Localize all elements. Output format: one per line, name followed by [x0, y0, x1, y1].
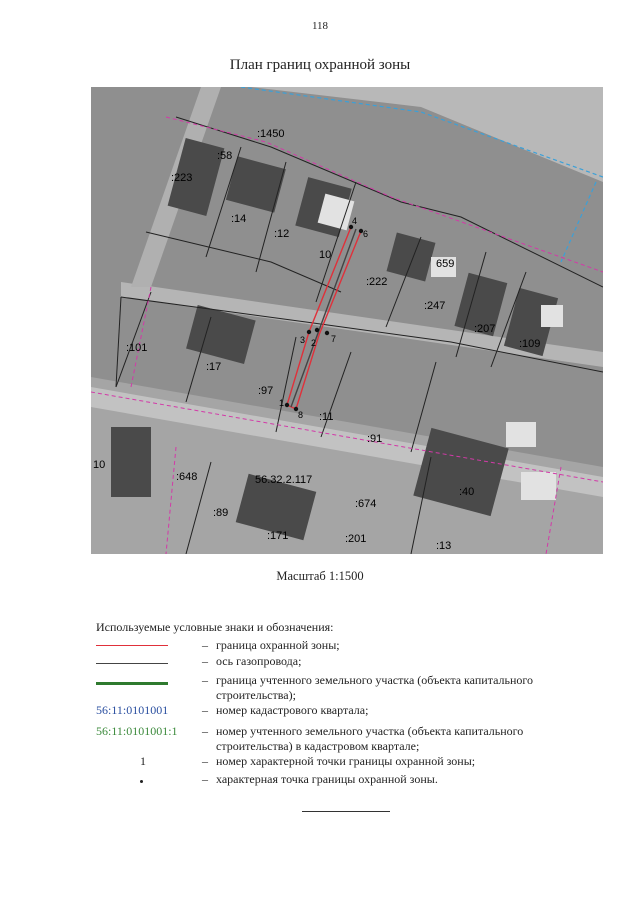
- aerial-map: [91, 87, 603, 554]
- red-line-symbol: [96, 645, 168, 646]
- map-scale: Масштаб 1:1500: [276, 569, 364, 583]
- map-svg: [91, 87, 603, 554]
- point-dot-symbol: [140, 780, 143, 783]
- footer-separator: [302, 811, 390, 812]
- point-label: 1: [279, 398, 285, 408]
- parcel-label: :109: [519, 338, 541, 350]
- parcel-label: :247: [424, 300, 446, 312]
- parcel-label: 56.32.2.117: [255, 474, 313, 486]
- parcel-label: :101: [126, 342, 148, 354]
- parcel-label: :11: [319, 411, 334, 423]
- point-label: 7: [331, 334, 337, 344]
- point-label: 8: [298, 410, 304, 420]
- parcel-label: :1450: [257, 128, 285, 140]
- parcel-label: :91: [367, 433, 383, 445]
- parcel-label: :648: [176, 471, 198, 483]
- parcel-label: :222: [366, 276, 388, 288]
- point-label: 4: [352, 216, 358, 226]
- parcel-label: :201: [345, 533, 367, 545]
- parcel-label: 10: [93, 459, 106, 471]
- parcel-label: :674: [355, 498, 377, 510]
- legend-heading: Используемые условные знаки и обозначения:: [96, 620, 334, 634]
- parcel-label: 10: [319, 249, 332, 261]
- parcel-label: 659: [436, 258, 455, 270]
- parcel-label: :89: [213, 507, 229, 519]
- parcel-label: :40: [459, 486, 475, 498]
- parcel-number-symbol: 56:11:0101001:1: [96, 724, 178, 738]
- parcel-label: :14: [231, 213, 247, 225]
- parcel-label: :223: [171, 172, 193, 184]
- quarter-number-symbol: 56:11:0101001: [96, 703, 169, 717]
- point-label: 6: [363, 229, 369, 239]
- point-label: 3: [300, 335, 306, 345]
- parcel-label: :13: [436, 540, 452, 552]
- parcel-label: :12: [274, 228, 290, 240]
- point-number-symbol: 1: [140, 754, 146, 768]
- page-number: 118: [311, 20, 329, 32]
- black-line-symbol: [96, 663, 168, 664]
- page-title: План границ охранной зоны: [229, 57, 411, 73]
- point-label: 2: [311, 338, 317, 348]
- green-line-symbol: [96, 682, 168, 685]
- parcel-label: :97: [258, 385, 274, 397]
- parcel-label: :171: [267, 530, 289, 542]
- parcel-label: :58: [217, 150, 233, 162]
- parcel-label: :17: [206, 361, 222, 373]
- parcel-label: :207: [474, 323, 496, 335]
